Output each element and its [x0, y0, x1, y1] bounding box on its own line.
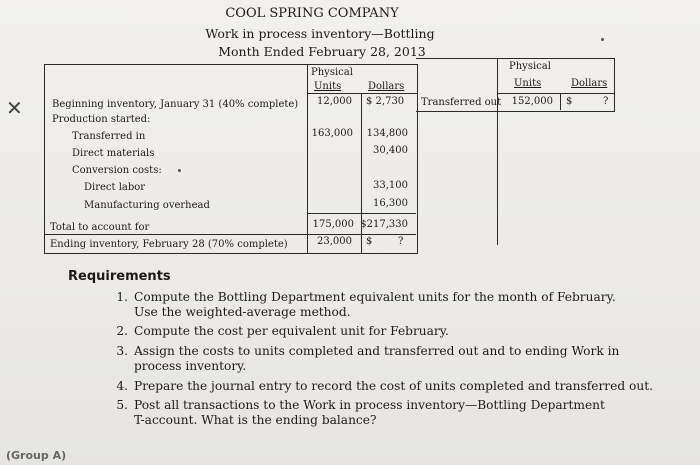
row-dollars-prefix: $	[366, 236, 373, 247]
total-rule	[44, 234, 416, 235]
col-dollars-header: Dollars	[368, 81, 405, 92]
requirement-line: Compute the Bottling Department equivalent units for the month of February.	[134, 290, 616, 304]
col-physical-header: Physical	[311, 67, 353, 78]
divider-right-dollars	[560, 93, 561, 110]
requirement-line: Post all transactions to the Work in process inventory—Bottling Department	[134, 398, 605, 412]
header-rule	[307, 93, 417, 94]
report-period: Month Ended February 28, 2013	[218, 44, 426, 59]
row-units: 163,000	[311, 128, 353, 139]
requirement-line: Prepare the journal entry to record the cost of units completed and transferred out.	[134, 379, 653, 393]
requirement-number: 1.	[116, 290, 128, 304]
row-label: Transferred in	[72, 131, 146, 142]
transferred-out-units: 152,000	[511, 96, 553, 107]
divider-right-units	[497, 58, 498, 245]
row-units: 23,000	[317, 236, 352, 247]
bullet-dot	[178, 169, 181, 172]
subtotal-rule	[308, 213, 361, 214]
row-label: Conversion costs:	[72, 165, 162, 176]
requirement-number: 3.	[116, 344, 128, 358]
row-label: Direct materials	[72, 148, 155, 159]
row-dollars: 134,800	[366, 128, 408, 139]
row-label: Beginning inventory, January 31 (40% complete)	[52, 99, 299, 110]
requirement-number: 2.	[116, 324, 128, 338]
right-units-header: Units	[514, 78, 542, 89]
report-title: Work in process inventory—Bottling	[205, 26, 435, 41]
transferred-out-dollars-prefix: $	[566, 96, 573, 107]
right-physical-header: Physical	[509, 61, 551, 72]
row-units: 175,000	[312, 219, 354, 230]
requirement-line: process inventory.	[134, 359, 247, 373]
transferred-out-label: Transferred out	[421, 97, 502, 108]
requirement-line: Assign the costs to units completed and transferred out and to ending Work in	[134, 344, 620, 358]
row-label: Total to account for	[50, 222, 150, 233]
requirement-line: Use the weighted-average method.	[134, 305, 351, 319]
requirements-title: Requirements	[68, 269, 171, 284]
row-label: Direct labor	[84, 182, 146, 193]
row-dollars-unknown: ?	[398, 236, 404, 247]
requirement-number: 4.	[116, 379, 128, 393]
company-name: COOL SPRING COMPANY	[225, 6, 399, 21]
row-units: 12,000	[317, 96, 352, 107]
row-dollars: 16,300	[373, 198, 408, 209]
row-dollars: $217,330	[360, 219, 408, 230]
group-label: (Group A)	[6, 449, 67, 462]
right-dollars-header: Dollars	[571, 78, 608, 89]
stray-dot	[601, 38, 604, 41]
row-label: Production started:	[52, 114, 151, 125]
row-dollars: 33,100	[373, 180, 408, 191]
transferred-out-dollars-unknown: ?	[603, 96, 609, 107]
row-dollars: 30,400	[373, 145, 408, 156]
row-label: Manufacturing overhead	[84, 200, 210, 211]
right-header-rule	[497, 93, 614, 94]
col-units-header: Units	[314, 81, 342, 92]
row-label: Ending inventory, February 28 (70% complete)	[50, 239, 288, 250]
subtotal-rule	[362, 213, 416, 214]
requirement-line: T-account. What is the ending balance?	[134, 413, 377, 427]
x-mark-icon: ✕	[6, 96, 23, 120]
requirement-line: Compute the cost per equivalent unit for February.	[134, 324, 449, 338]
row-dollars: $ 2,730	[366, 96, 405, 107]
requirement-number: 5.	[116, 398, 128, 412]
